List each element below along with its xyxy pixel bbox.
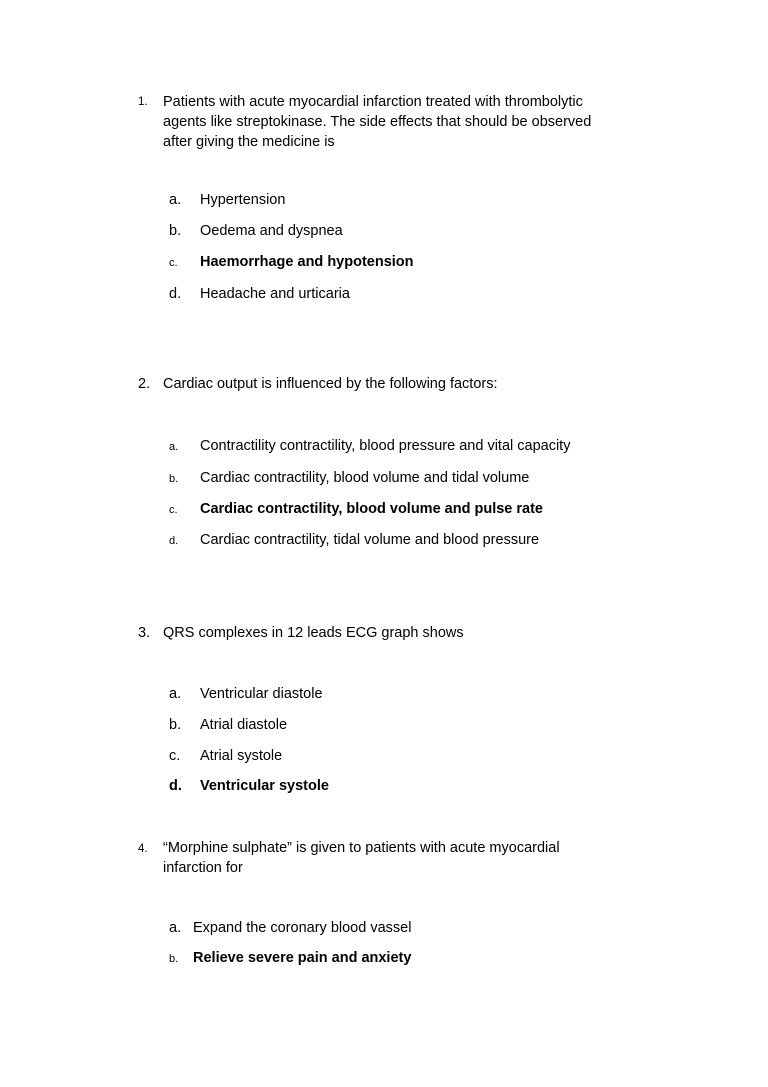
question-number: 1. [138,96,148,108]
option-letter: a. [169,920,182,936]
option-letter: c. [169,748,181,764]
question-number: 4. [138,843,148,855]
option-text: Ventricular diastole [200,686,323,702]
correct-option-text: Relieve severe pain and anxiety [193,950,412,966]
question-number: 2. [138,376,151,392]
question-text [163,92,633,152]
option-letter: a. [169,192,182,208]
option-text: Expand the coronary blood vassel [193,920,412,936]
question-line: Cardiac output is influenced by the following factors: [163,376,498,392]
option-letter: b. [169,473,179,485]
option-text: Atrial diastole [200,717,288,733]
question-text [163,623,633,643]
option-letter: d. [169,535,179,547]
option-letter: d. [169,778,182,794]
question-line: Patients with acute myocardial infarction treated with thrombolytic [163,94,583,110]
option-letter: d. [169,286,182,302]
option-text: Cardiac contractility, blood volume and tidal volume [200,470,530,486]
option-letter: a. [169,441,179,453]
question-line: QRS complexes in 12 leads ECG graph shows [163,625,464,641]
question-line: “Morphine sulphate” is given to patients with acute myocardial [163,840,560,856]
option-letter: b. [169,953,179,965]
option-text: Hypertension [200,192,286,208]
question-line: after giving the medicine is [163,134,335,150]
question-line: infarction for [163,860,243,876]
option-text: Atrial systole [200,748,283,764]
question-number: 3. [138,625,151,641]
option-letter: c. [169,257,178,269]
option-letter: b. [169,223,182,239]
correct-option-text: Cardiac contractility, blood volume and pulse rate [200,501,543,517]
option-letter: b. [169,717,182,733]
question-text [163,838,633,878]
question-line: agents like streptokinase. The side effects that should be observed [163,114,592,130]
option-text: Cardiac contractility, tidal volume and blood pressure [200,532,540,548]
correct-option-text: Ventricular systole [200,778,329,794]
option-text: Headache and urticaria [200,286,350,302]
correct-option-text: Haemorrhage and hypotension [200,254,414,270]
option-text: Oedema and dyspnea [200,223,343,239]
option-letter: a. [169,686,182,702]
option-letter: c. [169,504,178,516]
question-text [163,374,633,394]
option-text: Contractility contractility, blood pressure and vital capacity [200,438,571,454]
